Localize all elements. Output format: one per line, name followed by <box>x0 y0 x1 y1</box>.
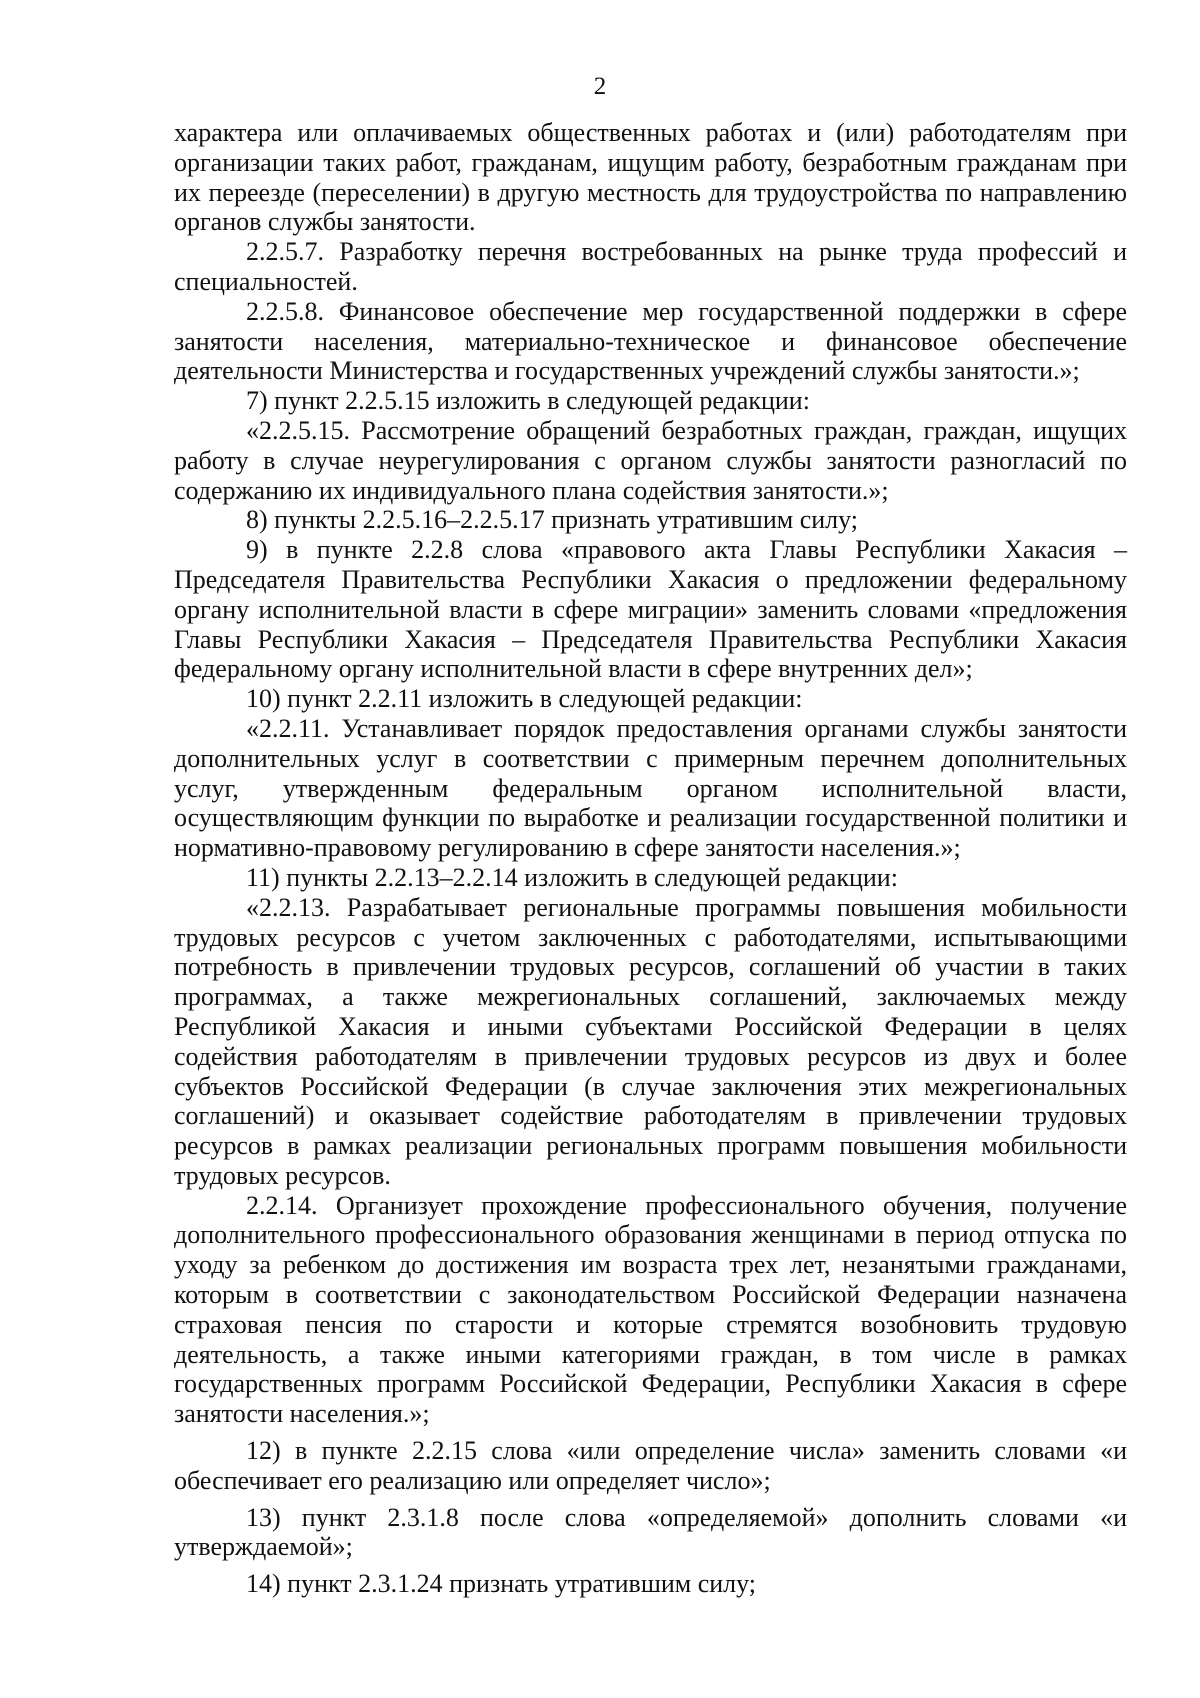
amendment-item-7: 7) пункт 2.2.5.15 изложить в следующей редакции: <box>246 386 810 416</box>
document-body <box>174 118 1127 1599</box>
amendment-item-8: 8) пункты 2.2.5.16–2.2.5.17 признать утратившим силу; <box>246 505 859 535</box>
paragraph-2-2-11: «2.2.11. Устанавливает порядок предоставления органами службы занятости дополнительных услуг в соответствии с примерным перечнем дополнительных услуг, утвержденным федеральным органом исполнительной власти, осуществляющим функции по выработке и реализации государственной политики и нормативно-правовому регулированию в сфере занятости населения.»; <box>174 713 1127 863</box>
amendment-item-14: 14) пункт 2.3.1.24 признать утратившим силу; <box>246 1569 757 1599</box>
paragraph-2-2-5-15: «2.2.5.15. Рассмотрение обращений безработных граждан, граждан, ищущих работу в случае неурегулирования с органом службы занятости разногласий по содержанию их индивидуального плана содействия занятости.»; <box>174 415 1127 505</box>
amendment-item-13: 13) пункт 2.3.1.8 после слова «определяемой» дополнить словами «и утверждаемой»; <box>174 1502 1127 1562</box>
amendment-item-12: 12) в пункте 2.2.15 слова «или определение числа» заменить словами «и обеспечивает его реализацию или определяет число»; <box>174 1436 1127 1495</box>
paragraph-2-2-13: «2.2.13. Разрабатывает региональные программы повышения мобильности трудовых ресурсов с учетом заключенных с работодателями, испытывающими потребность в привлечении трудовых ресурсов, соглашений об участии в таких программах, а также межрегиональных соглашений, заключаемых между Республикой Хакасия и иными субъектами Российской Федерации в целях содействия работодателям в привлечении трудовых ресурсов из двух и более субъектов Российской Федерации (в случае заключения этих межрегиональных соглашений) и оказывает содействие работодателям в привлечении трудовых ресурсов в рамках реализации региональных программ повышения мобильности трудовых ресурсов. <box>174 892 1127 1190</box>
paragraph-2-2-5-7: 2.2.5.7. Разработку перечня востребованных на рынке труда профессий и специальностей. <box>174 237 1127 296</box>
amendment-item-9: 9) в пункте 2.2.8 слова «правового акта Главы Республики Хакасия – Председателя Правительства Республики Хакасия о предложении федеральному органу исполнительной власти в сфере миграции» заменить словами «предложения Главы Республики Хакасия – Председателя Правительства Республики Хакасия федеральному органу исполнительной власти в сфере внутренних дел»; <box>174 535 1127 684</box>
amendment-item-10: 10) пункт 2.2.11 изложить в следующей редакции: <box>246 684 803 714</box>
paragraph-continuation: характера или оплачиваемых общественных работах и (или) работодателям при организации таких работ, гражданам, ищущим работу, безработным гражданам при их переезде (переселении) в другую местность для трудоустройства по направлению органов службы занятости. <box>174 118 1127 237</box>
paragraph-2-2-5-8: 2.2.5.8. Финансовое обеспечение мер государственной поддержки в сфере занятости населения, материально-техническое и финансовое обеспечение деятельности Министерства и государственных учреждений службы занятости.»; <box>174 296 1127 386</box>
amendment-item-11: 11) пункты 2.2.13–2.2.14 изложить в следующей редакции: <box>246 862 898 892</box>
paragraph-2-2-14: 2.2.14. Организует прохождение профессионального обучения, получение дополнительного профессионального образования женщинами в период отпуска по уходу за ребенком до достижения им возраста трех лет, незанятыми гражданами, которым в соответствии с законодательством Российской Федерации назначена страховая пенсия по старости и которые стремятся возобновить трудовую деятельность, а также иными категориями граждан, в том числе в рамках государственных программ Российской Федерации, Республики Хакасия в сфере занятости населения.»; <box>174 1190 1127 1429</box>
page-number: 2 <box>593 73 607 100</box>
